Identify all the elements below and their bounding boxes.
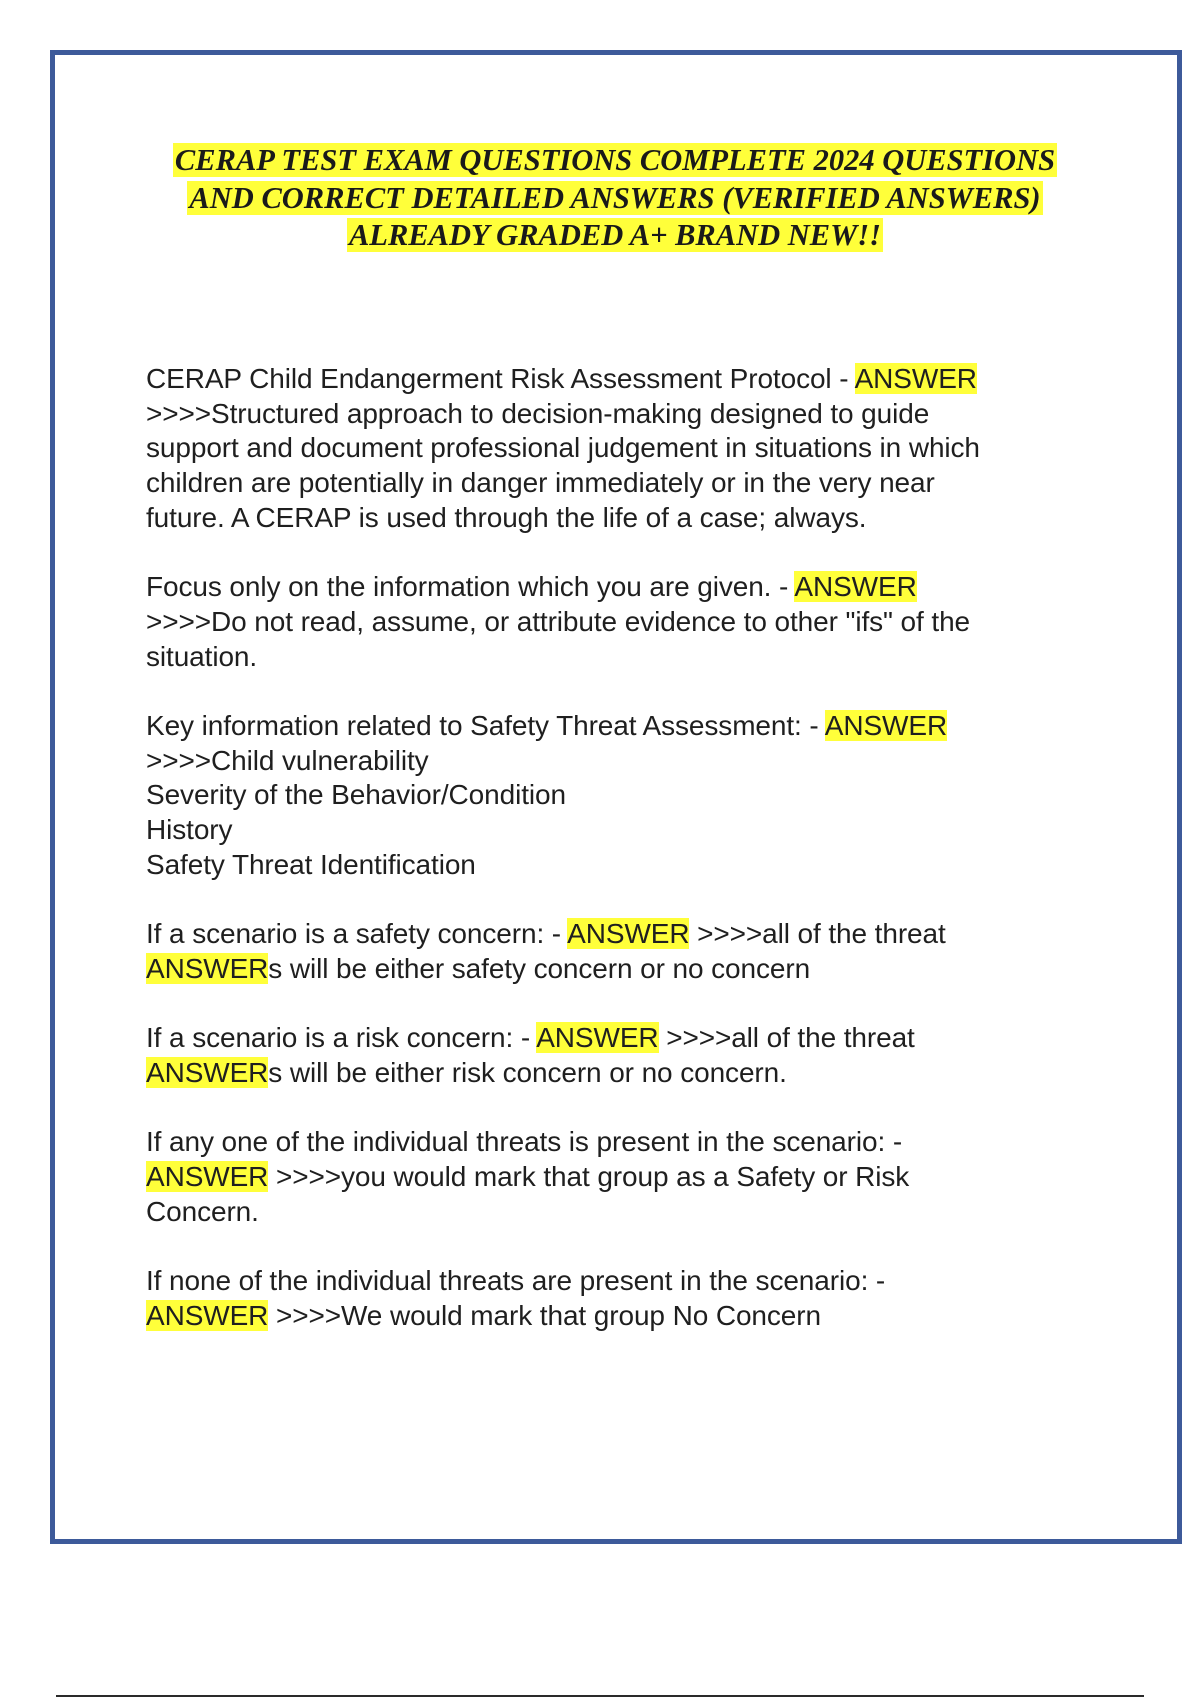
qa-line — [146, 1056, 1096, 1091]
qa-line — [146, 362, 1096, 397]
qa-line — [146, 1160, 1096, 1195]
answer-label: ANSWER — [536, 1022, 659, 1054]
question-text: CERAP Child Endangerment Risk Assessment Protocol - — [146, 363, 855, 394]
title-line-2: AND CORRECT DETAILED ANSWERS (VERIFIED ANSWERS) — [189, 180, 1041, 215]
qa-item — [146, 362, 1096, 536]
qa-line — [146, 709, 1096, 744]
answer-text: Safety Threat Identification — [146, 848, 476, 880]
question-text: If any one of the individual threats is present in the scenario: - — [146, 1126, 903, 1158]
title-line-3: ALREADY GRADED A+ BRAND NEW!! — [348, 218, 882, 252]
answer-text: History — [146, 814, 233, 846]
answer-text: >>>>all of the threat — [689, 918, 946, 950]
answer-text: support and document professional judgement in situations in which — [146, 432, 980, 464]
question-text: Key information related to Safety Threat Assessment: - — [146, 710, 825, 741]
qa-item — [146, 917, 1096, 986]
qa-item — [146, 570, 1096, 674]
document-title — [90, 142, 1140, 255]
qa-item — [146, 1125, 1096, 1229]
answer-text: >>>>Do not read, assume, or attribute evidence to other "ifs" of the — [146, 605, 971, 637]
qa-line — [146, 1299, 1096, 1334]
qa-item — [146, 1264, 1096, 1333]
question-text: If a scenario is a risk concern: - — [146, 1022, 537, 1054]
answer-text: situation. — [146, 640, 258, 672]
question-text: Focus only on the information which you are given. - — [146, 571, 795, 603]
answer-text: Severity of the Behavior/Condition — [146, 779, 566, 811]
question-text: If none of the individual threats are present in the scenario: - — [146, 1265, 886, 1297]
answer-text: >>>>Child vulnerability — [146, 744, 429, 776]
answer-label: ANSWER — [146, 1299, 269, 1331]
qa-list — [146, 362, 1096, 1368]
answer-text: s will be either risk concern or no concern. — [268, 1057, 787, 1088]
answer-text: >>>>you would mark that group as a Safety or Risk — [268, 1161, 910, 1193]
answer-text: >>>>all of the threat — [658, 1022, 915, 1054]
answer-label: ANSWER — [146, 1161, 269, 1193]
answer-text: >>>>We would mark that group No Concern — [268, 1299, 821, 1331]
answer-label: ANSWER — [567, 918, 690, 950]
qa-line — [146, 952, 1096, 987]
answer-text: s will be either safety concern or no concern — [268, 952, 811, 984]
qa-item — [146, 709, 1096, 883]
qa-item — [146, 1021, 1096, 1090]
answer-text: future. A CERAP is used through the life of a case; always. — [146, 501, 867, 533]
qa-line — [146, 917, 1096, 952]
qa-line — [146, 1021, 1096, 1056]
answer-label: ANSWER — [794, 571, 917, 603]
answer-label: ANSWER — [854, 363, 977, 394]
answer-text: children are potentially in danger immediately or in the very near — [146, 467, 935, 499]
answer-label: ANSWER — [824, 710, 948, 741]
answer-text: Concern. — [146, 1195, 259, 1227]
qa-line — [146, 570, 1096, 605]
answer-label: ANSWER — [146, 952, 269, 984]
answer-label: ANSWER — [146, 1057, 269, 1088]
title-line-1: CERAP TEST EXAM QUESTIONS COMPLETE 2024 QUESTIONS — [174, 143, 1056, 177]
question-text: If a scenario is a safety concern: - — [146, 918, 568, 950]
answer-text: >>>>Structured approach to decision-making designed to guide — [146, 397, 930, 429]
bottom-divider — [56, 1695, 1144, 1697]
